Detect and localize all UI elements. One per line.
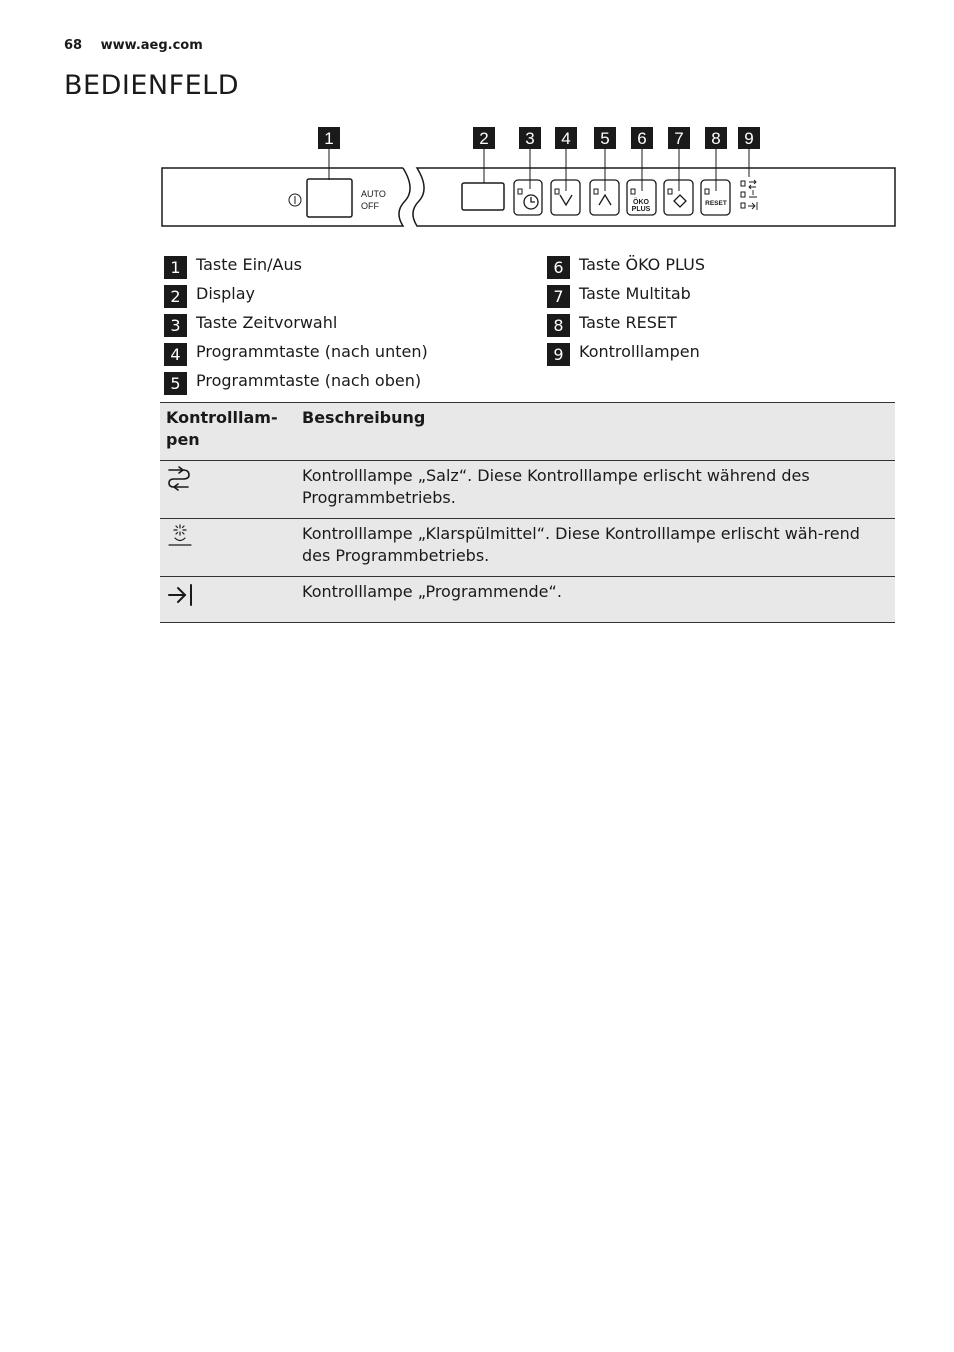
callout-5 [594, 127, 616, 149]
legend-number: 6 [547, 256, 570, 279]
table-description: Kontrolllampe „Programmende“. [296, 577, 895, 623]
table-row [160, 461, 895, 519]
legend-number: 2 [164, 285, 187, 308]
legend-number: 1 [164, 256, 187, 279]
legend-item [547, 254, 907, 283]
table-header-description: Beschreibung [296, 403, 895, 461]
callout-4 [555, 127, 577, 149]
legend-text: Taste RESET [579, 313, 677, 332]
table-row [160, 577, 895, 623]
legend-number: 3 [164, 314, 187, 337]
callout-7 [668, 127, 690, 149]
table-header-indicators: Kontrolllam-pen [160, 403, 296, 461]
svg-text:ÖKO: ÖKO [633, 199, 649, 206]
svg-text:9: 9 [744, 129, 754, 148]
legend-column-left [164, 254, 524, 399]
svg-text:3: 3 [525, 129, 535, 148]
legend-item [164, 312, 524, 341]
legend-item [547, 312, 907, 341]
legend-item [164, 370, 524, 399]
page-title: BEDIENFELD [64, 70, 240, 101]
svg-text:2: 2 [479, 129, 489, 148]
callout-9 [738, 127, 760, 149]
on-off-button [307, 179, 352, 217]
legend-item [164, 341, 524, 370]
legend-text: Programmtaste (nach oben) [196, 371, 422, 390]
legend-item [164, 254, 524, 283]
legend-item [164, 283, 524, 312]
table-description: Kontrolllampe „Klarspülmittel“. Diese Kontrolllampe erlischt wäh-rend des Programmbetriebs. [296, 519, 895, 577]
callout-8 [705, 127, 727, 149]
svg-text:1: 1 [324, 129, 334, 148]
indicator-table [160, 402, 895, 623]
legend-number: 8 [547, 314, 570, 337]
legend-number: 7 [547, 285, 570, 308]
svg-text:OFF: OFF [361, 201, 379, 211]
legend-text: Taste Zeitvorwahl [196, 313, 338, 332]
indicator-lights-diagram [741, 180, 757, 210]
svg-text:8: 8 [711, 129, 721, 148]
svg-text:5: 5 [600, 129, 610, 148]
legend-column-right [547, 254, 907, 370]
callout-6 [631, 127, 653, 149]
legend-number: 9 [547, 343, 570, 366]
legend-text: Kontrolllampen [579, 342, 700, 361]
svg-text:4: 4 [561, 129, 571, 148]
callout-2 [473, 127, 495, 149]
table-header-row [160, 403, 895, 461]
legend-number: 4 [164, 343, 187, 366]
svg-text:7: 7 [674, 129, 684, 148]
svg-text:AUTO: AUTO [361, 189, 386, 199]
legend-text: Programmtaste (nach unten) [196, 342, 428, 361]
salt-icon [166, 465, 194, 491]
legend-text: Display [196, 284, 255, 303]
legend-number: 5 [164, 372, 187, 395]
callout-markers [318, 127, 760, 149]
legend-text: Taste Ein/Aus [196, 255, 302, 274]
table-row [160, 519, 895, 577]
end-of-programme-icon [166, 581, 194, 607]
callout-3 [519, 127, 541, 149]
svg-text:RESET: RESET [705, 200, 727, 207]
table-description: Kontrolllampe „Salz“. Diese Kontrolllampe erlischt während des Programmbetriebs. [296, 461, 895, 519]
legend-text: Taste ÖKO PLUS [579, 255, 705, 274]
legend-item [547, 341, 907, 370]
svg-text:PLUS: PLUS [631, 206, 651, 213]
website-url: www.aeg.com [100, 38, 203, 53]
legend-item [547, 283, 907, 312]
callout-1 [318, 127, 340, 149]
rinse-aid-icon [166, 523, 194, 549]
delay-start-button-diagram [514, 180, 542, 215]
svg-text:6: 6 [637, 129, 647, 148]
legend-text: Taste Multitab [579, 284, 691, 303]
page-number: 68 [64, 38, 83, 53]
on-off-area [289, 179, 386, 217]
page-header [64, 38, 203, 53]
display [462, 183, 504, 210]
control-panel-diagram [158, 125, 898, 233]
